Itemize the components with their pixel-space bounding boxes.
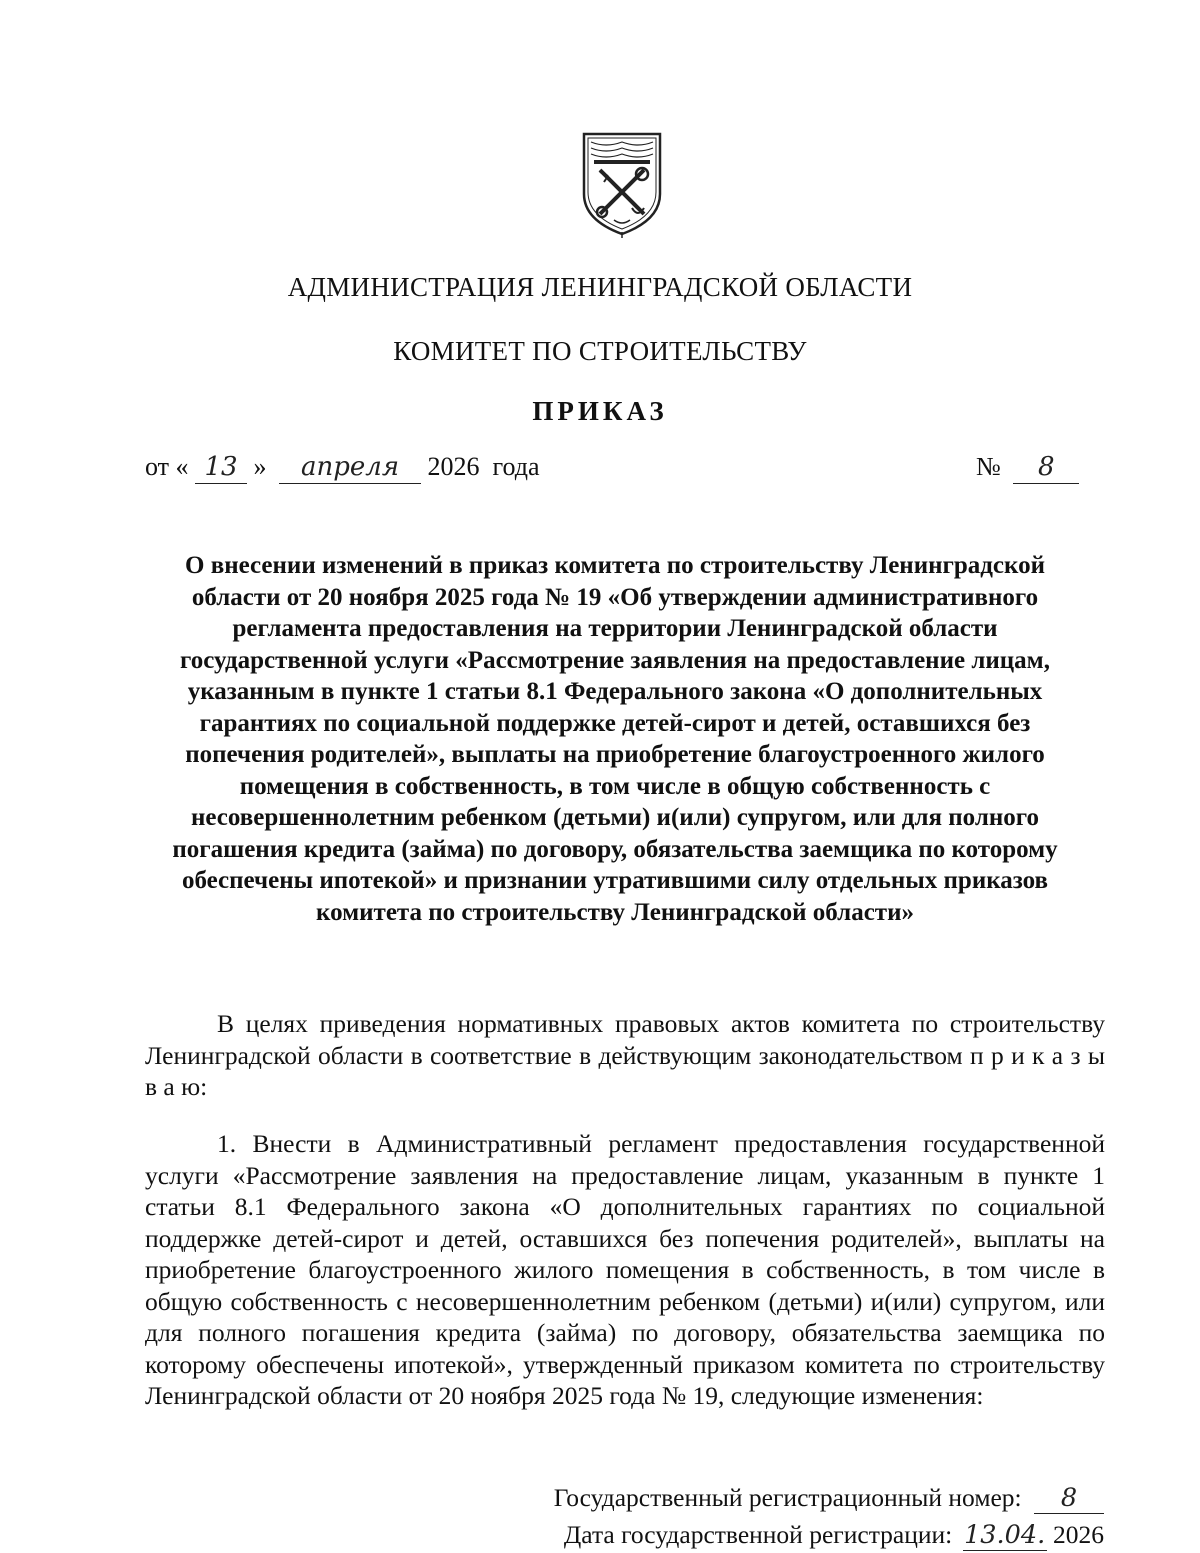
preamble-paragraph: В целях приведения нормативных правовых актов комитета по строительству Ленинградской области в соответствие в действующим законодательством п р и к а з ы в а ю: — [145, 1009, 1105, 1101]
handwritten-number: 8 — [1013, 453, 1079, 484]
handwritten-day: 13 — [195, 453, 247, 484]
document-type-title: ПРИКАЗ — [532, 396, 668, 426]
item-1-paragraph: 1. Внести в Административный регламент предоставления государственной услуги «Рассмотрение заявления на предоставление лицам, указанным в пункте 1 статьи 8.1 Федерального закона «О дополнительных гарантиях по социальной поддержке детей-сирот и детей, оставшихся без попечения родителей», выплаты на приобретение благоустроенного жилого помещения в собственность, в том числе в общую собственность с несовершеннолетним ребенком (детьми) и(или) супругом, или для полного погашения кредита (займа) по договору, обязательства заемщика по которому обеспечены ипотекой», утвержденный приказом комитета по строительству Ленинградской области от 20 ноября 2025 года № 19, следующие изменения: — [145, 1129, 1105, 1410]
handwritten-month: апреля — [279, 453, 421, 484]
order-subject: О внесении изменений в приказ комитета по строительству Ленинградской области от 20 ноября 2025 года № 19 «Об утверждении административного регламента предоставления на территории Ленинградской области государственной услуги «Рассмотрение заявления на предоставление лицам, указанным в пункте 1 статьи 8.1 Федерального закона «О дополнительных гарантиях по социальной поддержке детей-сирот и детей, оставшихся без попечения родителей», выплаты на приобретение благоустроенного жилого помещения в собственность, в том числе в общую собственность с несовершеннолетним ребенком (детьми) и(или) супругом, или для полного погашения кредита (займа) по договору, обязательства заемщика по которому обеспечены ипотекой» и признании утратившими силу отдельных приказов комитета по строительству Ленинградской области» — [172, 552, 1058, 926]
registration-date-line — [564, 1520, 1104, 1551]
order-number — [976, 452, 1079, 484]
date-prefix: от « — [145, 452, 189, 481]
date-year: 2026 года — [427, 452, 540, 481]
handwritten-registration-date: 13.04. — [964, 1520, 1046, 1550]
number-label: № — [976, 452, 1001, 481]
coat-of-arms-icon — [578, 128, 666, 240]
registration-number-line — [554, 1483, 1104, 1514]
registration-date-label: Дата государственной регистрации: — [563, 1520, 953, 1549]
registration-number-label: Государственный регистрационный номер: — [553, 1483, 1022, 1512]
order-date — [145, 452, 540, 484]
committee-heading: КОМИТЕТ ПО СТРОИТЕЛЬСТВУ — [393, 336, 807, 366]
registration-year: 2026 — [1053, 1520, 1104, 1549]
date-mid: » — [253, 452, 267, 481]
handwritten-registration-number: 8 — [1034, 1484, 1104, 1514]
administration-heading: АДМИНИСТРАЦИЯ ЛЕНИНГРАДСКОЙ ОБЛАСТИ — [287, 272, 913, 302]
